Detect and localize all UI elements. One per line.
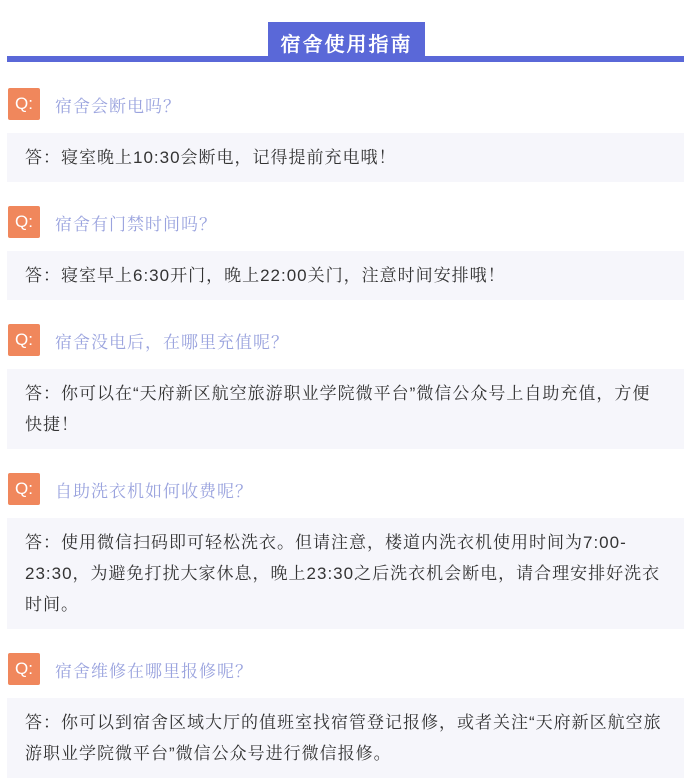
q-badge-icon: Q: <box>8 473 40 505</box>
q-badge-icon: Q: <box>8 653 40 685</box>
q-badge-icon: Q: <box>8 324 40 356</box>
question-text: 宿舍有门禁时间吗？ <box>55 214 217 234</box>
faq-section-power-cut <box>7 88 684 182</box>
question-text: 宿舍维修在哪里报修呢？ <box>55 661 253 681</box>
question-row <box>7 206 684 238</box>
question-row <box>7 473 684 505</box>
page-title: 宿舍使用指南 <box>268 22 425 62</box>
faq-section-laundry <box>7 473 684 629</box>
answer-text: 答：寝室晚上10:30会断电，记得提前充电哦！ <box>7 133 684 182</box>
answer-text: 答：寝室早上6:30开门，晚上22:00关门，注意时间安排哦！ <box>7 251 684 300</box>
question-text: 宿舍没电后，在哪里充值呢？ <box>55 332 289 352</box>
page-header <box>7 0 684 62</box>
faq-section-repair <box>7 653 684 778</box>
question-row <box>7 88 684 120</box>
faq-section-recharge <box>7 324 684 449</box>
question-row <box>7 653 684 685</box>
answer-text: 答：你可以到宿舍区域大厅的值班室找宿管登记报修，或者关注“天府新区航空旅游职业学院微平台”微信公众号进行微信报修。 <box>7 698 684 778</box>
question-row <box>7 324 684 356</box>
q-badge-icon: Q: <box>8 88 40 120</box>
question-text: 宿舍会断电吗？ <box>55 96 181 116</box>
answer-text: 答：使用微信扫码即可轻松洗衣。但请注意，楼道内洗衣机使用时间为7:00-23:30，为避免打扰大家休息，晚上23:30之后洗衣机会断电，请合理安排好洗衣时间。 <box>7 518 684 629</box>
faq-section-curfew <box>7 206 684 300</box>
question-text: 自助洗衣机如何收费呢？ <box>55 481 253 501</box>
q-badge-icon: Q: <box>8 206 40 238</box>
answer-text: 答：你可以在“天府新区航空旅游职业学院微平台”微信公众号上自助充值，方便快捷！ <box>7 369 684 449</box>
